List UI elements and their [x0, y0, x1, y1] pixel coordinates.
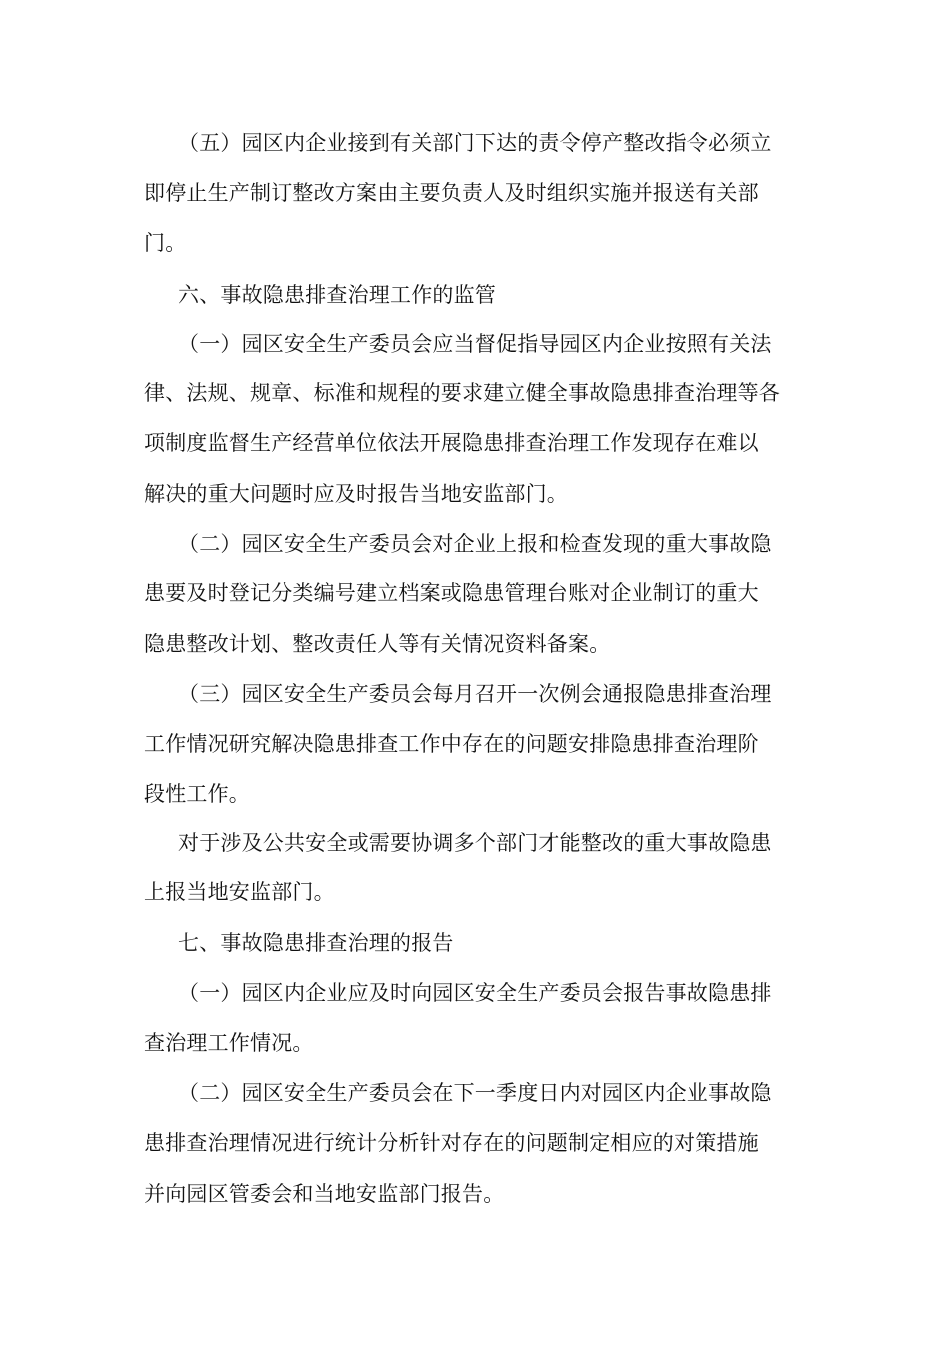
section-6-note-line-1: 对于涉及公共安全或需要协调多个部门才能整改的重大事故隐患 — [178, 831, 772, 855]
section-6-item-1-line-1: （一）园区安全生产委员会应当督促指导园区内企业按照有关法 — [178, 332, 772, 356]
section-7-item-1-line-1: （一）园区内企业应及时向园区安全生产委员会报告事故隐患排 — [178, 981, 772, 1005]
section-7-item-2-line-1: （二）园区安全生产委员会在下一季度日内对园区内企业事故隐 — [178, 1081, 772, 1105]
section-7-item-1-line-2: 查治理工作情况。 — [144, 1031, 314, 1055]
section-7-item-2-line-3: 并向园区管委会和当地安监部门报告。 — [144, 1182, 505, 1206]
section-6-item-3-line-1: （三）园区安全生产委员会每月召开一次例会通报隐患排查治理 — [178, 682, 772, 706]
section-6-item-2-line-1: （二）园区安全生产委员会对企业上报和检查发现的重大事故隐 — [178, 532, 772, 556]
section-6-item-1-line-2: 律、法规、规章、标准和规程的要求建立健全事故隐患排查治理等各 — [144, 381, 780, 405]
paragraph-5-line-2: 即停止生产制订整改方案由主要负责人及时组织实施并报送有关部 — [144, 181, 759, 205]
section-6-item-2-line-2: 患要及时登记分类编号建立档案或隐患管理台账对企业制订的重大 — [144, 581, 759, 605]
section-7-item-2-line-2: 患排查治理情况进行统计分析针对存在的问题制定相应的对策措施 — [144, 1131, 759, 1155]
section-6-heading: 六、事故隐患排查治理工作的监管 — [178, 283, 496, 307]
section-6-item-3-line-2: 工作情况研究解决隐患排查工作中存在的问题安排隐患排查治理阶 — [144, 732, 759, 756]
section-6-item-2-line-3: 隐患整改计划、整改责任人等有关情况资料备案。 — [144, 632, 611, 656]
paragraph-5-line-3: 门。 — [144, 231, 187, 255]
section-6-item-3-line-3: 段性工作。 — [144, 782, 250, 806]
section-6-item-1-line-3: 项制度监督生产经营单位依法开展隐患排查治理工作发现存在难以 — [144, 431, 759, 455]
section-6-note-line-2: 上报当地安监部门。 — [144, 880, 335, 904]
section-6-item-1-line-4: 解决的重大问题时应及时报告当地安监部门。 — [144, 482, 568, 506]
paragraph-5-line-1: （五）园区内企业接到有关部门下达的责令停产整改指令必须立 — [178, 131, 772, 155]
section-7-heading: 七、事故隐患排查治理的报告 — [178, 931, 454, 955]
